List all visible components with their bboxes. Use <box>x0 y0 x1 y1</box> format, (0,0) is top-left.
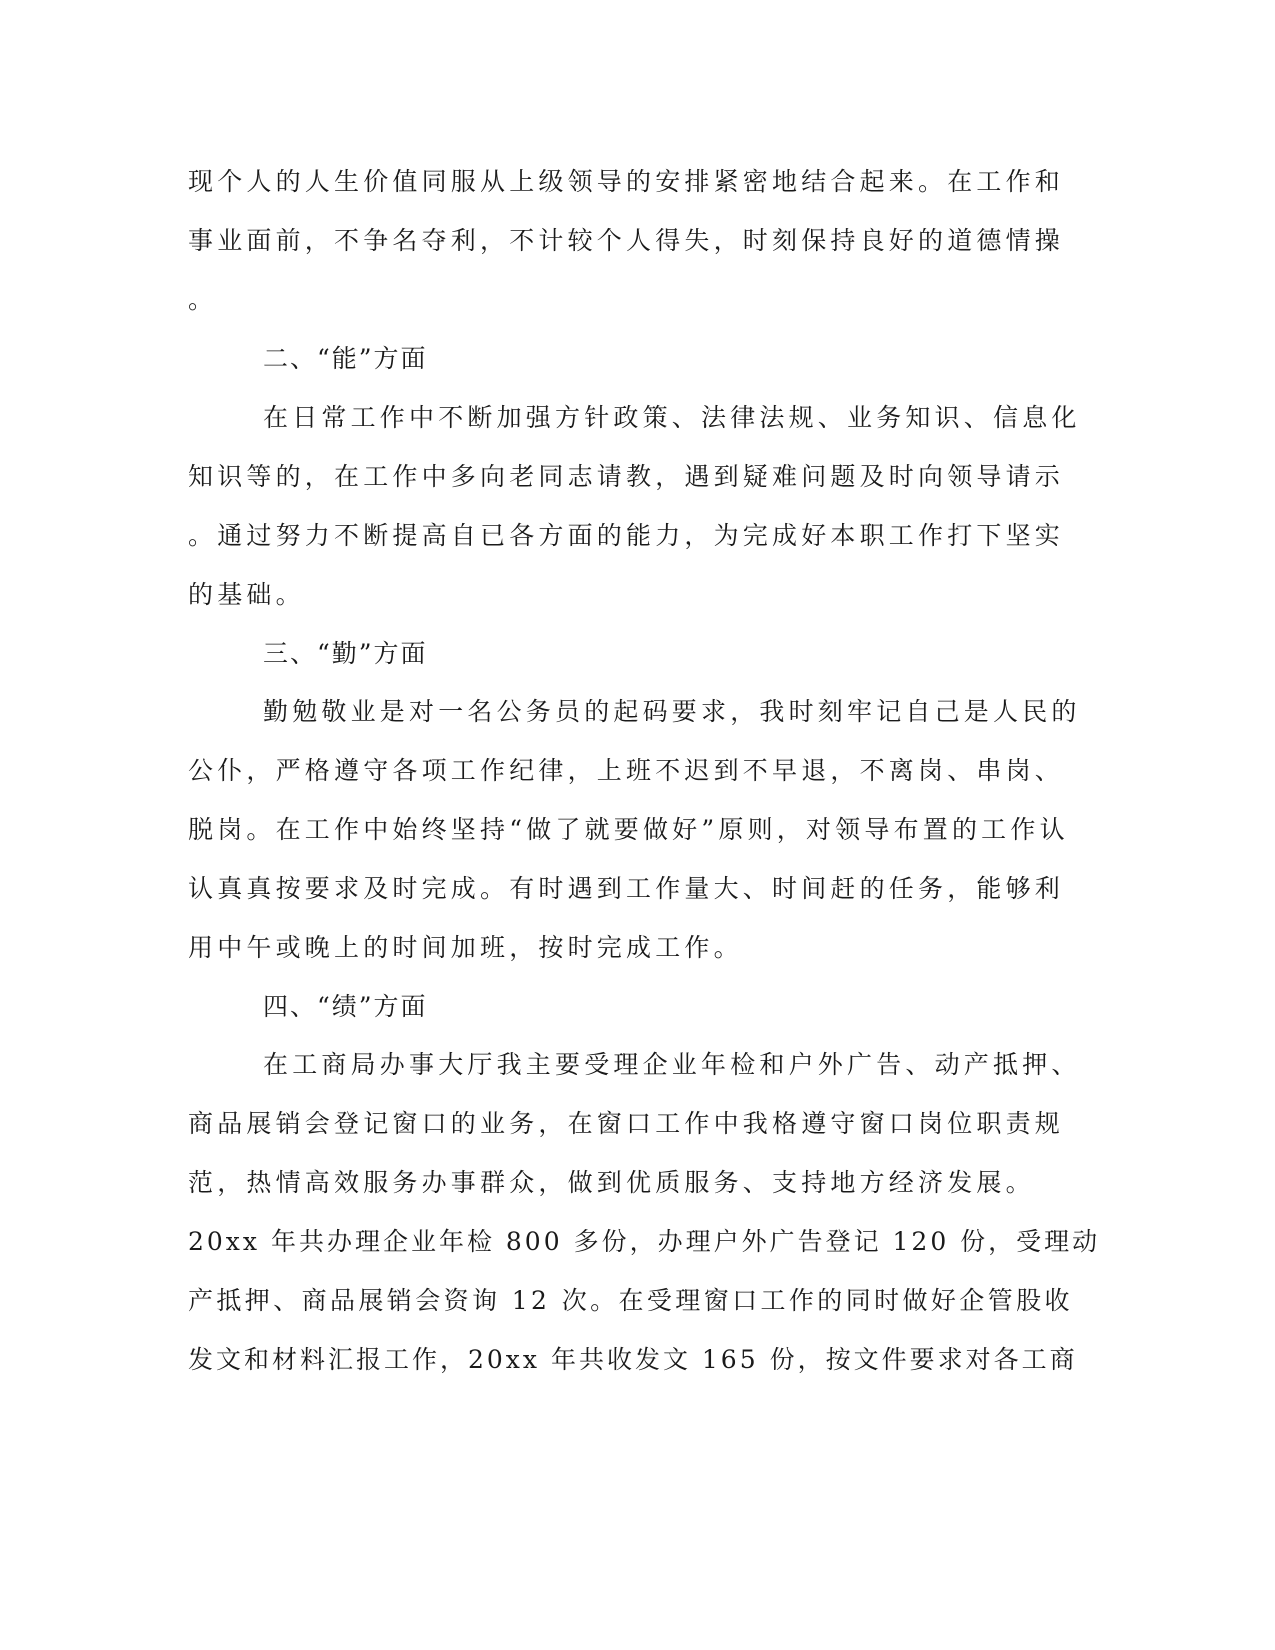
paragraph-line: 公仆，严格遵守各项工作纪律，上班不迟到不早退，不离岗、串岗、 <box>188 756 1065 785</box>
paragraph-line: 。 <box>188 285 218 314</box>
paragraph-line: 勤勉敬业是对一名公务员的起码要求，我时刻牢记自己是人民的 <box>263 697 1081 726</box>
section-heading-qin: 三、“勤”方面 <box>263 639 428 668</box>
section-heading-ji: 四、“绩”方面 <box>263 992 428 1021</box>
paragraph-line: 事业面前，不争名夺利，不计较个人得失，时刻保持良好的道德情操 <box>188 226 1065 255</box>
paragraph-line: 商品展销会登记窗口的业务，在窗口工作中我格遵守窗口岗位职责规 <box>188 1109 1065 1138</box>
paragraph-line: 。通过努力不断提高自已各方面的能力，为完成好本职工作打下坚实 <box>188 521 1065 550</box>
paragraph-line: 现个人的人生价值同服从上级领导的安排紧密地结合起来。在工作和 <box>188 167 1065 196</box>
section-heading-neng: 二、“能”方面 <box>263 344 428 373</box>
paragraph-line: 用中午或晚上的时间加班，按时完成工作。 <box>188 933 743 962</box>
paragraph-line: 发文和材料汇报工作，20xx 年共收发文 165 份，按文件要求对各工商 <box>188 1345 1078 1374</box>
paragraph-line: 脱岗。在工作中始终坚持“做了就要做好”原则，对领导布置的工作认 <box>188 815 1069 844</box>
paragraph-line: 的基础。 <box>188 580 305 609</box>
paragraph-line: 产抵押、商品展销会资询 12 次。在受理窗口工作的同时做好企管股收 <box>188 1286 1073 1315</box>
paragraph-line: 知识等的，在工作中多向老同志请教，遇到疑难问题及时向领导请示 <box>188 462 1065 491</box>
paragraph-line: 20xx 年共办理企业年检 800 多份，办理户外广告登记 120 份，受理动 <box>188 1227 1101 1256</box>
paragraph-line: 认真真按要求及时完成。有时遇到工作量大、时间赶的任务，能够利 <box>188 874 1065 903</box>
paragraph-line: 在日常工作中不断加强方针政策、法律法规、业务知识、信息化 <box>263 403 1081 432</box>
paragraph-line: 范，热情高效服务办事群众，做到优质服务、支持地方经济发展。 <box>188 1168 1035 1197</box>
paragraph-line: 在工商局办事大厅我主要受理企业年检和户外广告、动产抵押、 <box>263 1050 1081 1079</box>
